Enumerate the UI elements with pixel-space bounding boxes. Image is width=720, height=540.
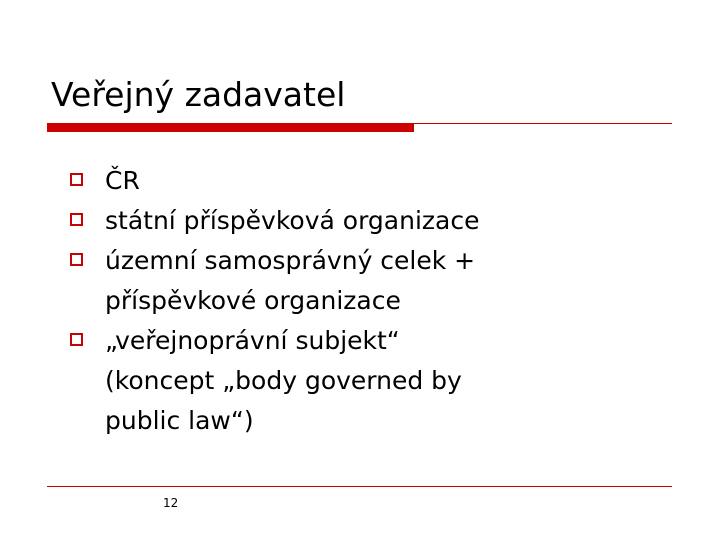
hollow-square-bullet-icon <box>70 173 83 186</box>
slide-title: Veřejný zadavatel <box>51 75 346 114</box>
bullet-item <box>70 161 670 201</box>
bullet-item <box>70 241 670 321</box>
footer-divider-line <box>47 486 672 487</box>
page-number: 12 <box>163 496 179 510</box>
bullet-list <box>70 161 670 441</box>
hollow-square-bullet-icon <box>70 253 83 266</box>
bullet-text: územní samosprávný celek + příspěvkové organizace <box>105 246 476 315</box>
bullet-item <box>70 201 670 241</box>
bullet-text: státní příspěvková organizace <box>105 206 480 235</box>
bullet-text: ČR <box>105 166 140 195</box>
bullet-item <box>70 321 670 441</box>
title-accent-bar <box>47 123 414 132</box>
hollow-square-bullet-icon <box>70 213 83 226</box>
bullet-text: „veřejnoprávní subjekt“ (koncept „body governed by public law“) <box>105 326 462 435</box>
title-divider-line <box>414 123 672 124</box>
hollow-square-bullet-icon <box>70 333 83 346</box>
